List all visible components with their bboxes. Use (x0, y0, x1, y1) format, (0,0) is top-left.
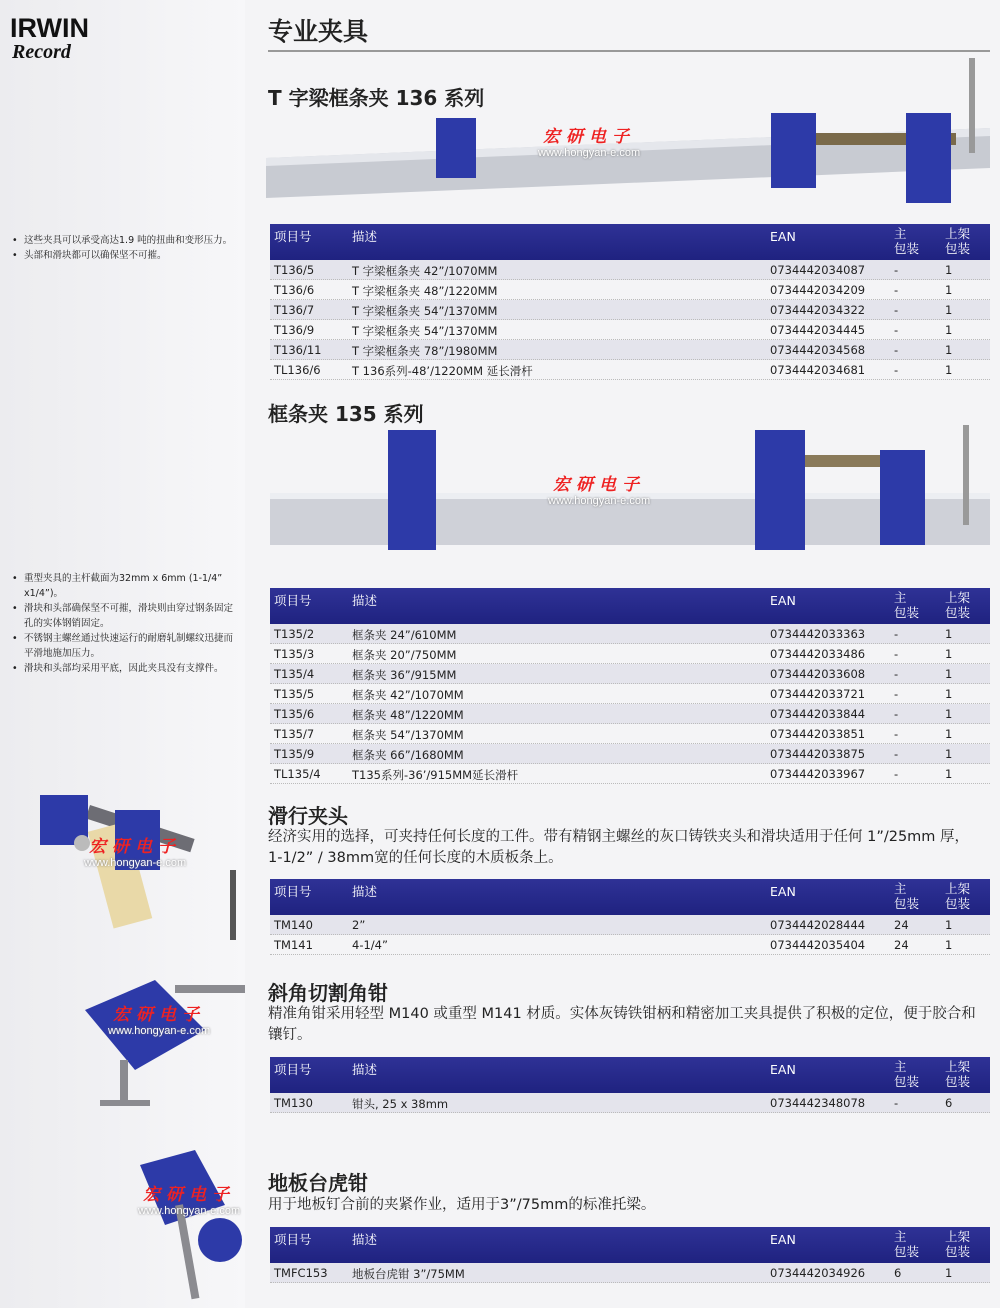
table-row (270, 764, 990, 784)
product-table (270, 224, 990, 380)
side-note: • 滑块和头部均采用平底，因此夹具没有支撑件。 (10, 661, 235, 676)
column-header: 项目号 (274, 593, 312, 608)
table-cell: 1 (945, 343, 953, 357)
table-cell: - (894, 1096, 899, 1110)
table-cell: 0734442028444 (770, 918, 866, 932)
watermark: 宏研电子 www.hongyan-e.com (108, 1005, 211, 1037)
table-cell: - (894, 323, 899, 337)
product-table (270, 1057, 990, 1113)
table-body (270, 1263, 990, 1283)
table-cell: 0734442034926 (770, 1266, 866, 1280)
column-header: 上架 (945, 1229, 971, 1244)
column-header: 包装 (894, 241, 920, 256)
table-cell: 0734442033608 (770, 667, 866, 681)
table-cell: 0734442034322 (770, 303, 866, 317)
table-cell: T 字梁框条夹 42”/1070MM (352, 264, 498, 278)
table-cell: 1 (945, 707, 953, 721)
table-cell: T135/5 (274, 687, 315, 701)
irwin-record-logo (10, 14, 89, 62)
column-header: 包装 (945, 1244, 971, 1259)
table-cell: 钳头, 25 x 38mm (352, 1097, 449, 1111)
table-cell: 框条夹 20”/750MM (352, 648, 457, 662)
column-header: 描述 (352, 229, 378, 244)
table-cell: 0734442034445 (770, 323, 866, 337)
column-header: 包装 (894, 605, 920, 620)
table-cell: 6 (945, 1096, 953, 1110)
table-row (270, 280, 990, 300)
table-header (270, 588, 990, 624)
brand-name: IRWIN (10, 13, 89, 43)
table-cell: 1 (945, 667, 953, 681)
table-cell: 1 (945, 303, 953, 317)
table-cell: 1 (945, 647, 953, 661)
table-cell: - (894, 647, 899, 661)
column-header: 包装 (945, 896, 971, 911)
column-header: 描述 (352, 1062, 378, 1077)
section-description: 用于地板钉合前的夹紧作业，适用于3”/75mm的标准托梁。 (268, 1197, 656, 1213)
table-cell: 1 (945, 283, 953, 297)
table-cell: TL136/6 (274, 363, 321, 377)
column-header: 包装 (945, 1074, 971, 1089)
table-cell: T 字梁框条夹 54”/1370MM (352, 324, 498, 338)
table-row (270, 915, 990, 935)
table-cell: 0734442033875 (770, 747, 866, 761)
column-header: 包装 (945, 241, 971, 256)
table-cell: T135/3 (274, 647, 315, 661)
column-header: 上架 (945, 590, 971, 605)
section-title: 框条夹 135 系列 (268, 402, 424, 426)
column-header: 描述 (352, 1232, 378, 1247)
table-cell: 0734442033363 (770, 627, 866, 641)
table-header (270, 1227, 990, 1263)
table-row (270, 300, 990, 320)
section-title: 地板台虎钳 (268, 1171, 368, 1195)
watermark: 宏研电子 www.hongyan-e.com (84, 837, 187, 869)
table-row (270, 744, 990, 764)
section-title: T 字梁框条夹 136 系列 (268, 86, 485, 110)
page-title: 专业夹具 (268, 17, 369, 46)
table-cell: TMFC153 (274, 1266, 328, 1280)
table-header (270, 224, 990, 260)
table-cell: 地板台虎钳 3”/75MM (352, 1267, 465, 1281)
column-header: EAN (770, 1232, 796, 1247)
column-header: 包装 (945, 605, 971, 620)
table-cell: T135/4 (274, 667, 315, 681)
table-cell: - (894, 747, 899, 761)
table-cell: T 136系列-48’/1220MM 延长滑杆 (352, 364, 533, 378)
table-cell: 1 (945, 727, 953, 741)
column-header: 项目号 (274, 229, 312, 244)
sidebar (0, 0, 245, 1308)
table-cell: - (894, 263, 899, 277)
table-cell: 0734442348078 (770, 1096, 866, 1110)
corner-clamp-photo (75, 970, 245, 1110)
table-cell: 4-1/4” (352, 938, 388, 952)
column-header: 上架 (945, 226, 971, 241)
table-cell: 1 (945, 687, 953, 701)
table-row (270, 644, 990, 664)
table-cell: 1 (945, 767, 953, 781)
table-cell: T 字梁框条夹 48”/1220MM (352, 284, 498, 298)
table-cell: T136/11 (274, 343, 322, 357)
table-cell: 2” (352, 918, 366, 932)
section-description: 经济实用的选择，可夹持任何长度的工件。带有精钢主螺丝的灰口铸铁夹头和滑块适用于任何 1”/25mm 厚，1-1/2” / 38mm宽的任何长度的木质板条上。 (268, 829, 970, 866)
table-row (270, 260, 990, 280)
column-header: EAN (770, 884, 796, 899)
table-cell: 24 (894, 918, 909, 932)
product-table (270, 1227, 990, 1283)
table-cell: 1 (945, 263, 953, 277)
table-cell: - (894, 687, 899, 701)
table-header (270, 879, 990, 915)
table-cell: 0734442034568 (770, 343, 866, 357)
table-cell: - (894, 303, 899, 317)
title-divider (268, 50, 990, 52)
column-header: 主 (894, 881, 907, 896)
table-row (270, 684, 990, 704)
table-cell: - (894, 627, 899, 641)
table-cell: 1 (945, 938, 953, 952)
side-note: • 这些夹具可以承受高达1.9 吨的扭曲和变形压力。 (10, 233, 235, 248)
table-row (270, 360, 990, 380)
table-cell: TM140 (274, 918, 313, 932)
column-header: 包装 (894, 1074, 920, 1089)
column-header: 项目号 (274, 1062, 312, 1077)
table-cell: T136/5 (274, 263, 315, 277)
table-row (270, 704, 990, 724)
table-cell: 框条夹 24”/610MM (352, 628, 457, 642)
table-cell: 24 (894, 938, 909, 952)
table-cell: 1 (945, 323, 953, 337)
table-cell: - (894, 283, 899, 297)
table-row (270, 320, 990, 340)
table-cell: T136/9 (274, 323, 315, 337)
table-row (270, 1093, 990, 1113)
table-body (270, 624, 990, 784)
table-header (270, 1057, 990, 1093)
table-cell: 框条夹 66”/1680MM (352, 748, 464, 762)
table-cell: 0734442034087 (770, 263, 866, 277)
product-table (270, 588, 990, 784)
table-cell: 1 (945, 918, 953, 932)
column-header: 描述 (352, 593, 378, 608)
brand-sub: Record (12, 41, 71, 63)
table-cell: 1 (945, 363, 953, 377)
table-row (270, 935, 990, 955)
product-table (270, 879, 990, 955)
column-header: 主 (894, 590, 907, 605)
column-header: 包装 (894, 896, 920, 911)
column-header: EAN (770, 593, 796, 608)
column-header: 上架 (945, 881, 971, 896)
table-cell: T135/2 (274, 627, 315, 641)
column-header: 项目号 (274, 1232, 312, 1247)
table-cell: 0734442033851 (770, 727, 866, 741)
table-row (270, 724, 990, 744)
table-cell: TL135/4 (274, 767, 321, 781)
table-body (270, 915, 990, 955)
watermark: 宏研电子 www.hongyan-e.com (548, 475, 651, 507)
table-cell: 0734442033967 (770, 767, 866, 781)
table-row (270, 624, 990, 644)
table-cell: 0734442034681 (770, 363, 866, 377)
table-cell: T135系列-36’/915MM延长滑杆 (352, 768, 519, 782)
column-header: 包装 (894, 1244, 920, 1259)
section-title: 斜角切割角钳 (268, 981, 388, 1005)
table-cell: T135/9 (274, 747, 315, 761)
side-note: • 不锈钢主螺丝通过快速运行的耐磨轧制螺纹迅捷而平滑地施加压力。 (10, 631, 235, 661)
table-cell: 1 (945, 747, 953, 761)
section-title: 滑行夹头 (268, 804, 348, 828)
table-cell: 1 (945, 1266, 953, 1280)
table-cell: 框条夹 48”/1220MM (352, 708, 464, 722)
table-cell: 0734442033486 (770, 647, 866, 661)
column-header: 主 (894, 226, 907, 241)
column-header: EAN (770, 1062, 796, 1077)
column-header: 上架 (945, 1059, 971, 1074)
section-description: 精准角钳采用轻型 M140 或重型 M141 材质。实体灰铸铁钳柄和精密加工夹具提供了积极的定位，便于胶合和镶钉。 (268, 1006, 976, 1043)
side-note: • 滑块和头部确保坚不可摧，滑块则由穿过钢条固定孔的实体钢销固定。 (10, 601, 235, 631)
table-cell: TM130 (274, 1096, 313, 1110)
table-cell: 1 (945, 627, 953, 641)
table-cell: T 字梁框条夹 78”/1980MM (352, 344, 498, 358)
table-cell: T 字梁框条夹 54”/1370MM (352, 304, 498, 318)
table-body (270, 260, 990, 380)
watermark: 宏研电子 www.hongyan-e.com (138, 1185, 241, 1217)
side-notes-135 (10, 571, 235, 676)
column-header: 主 (894, 1229, 907, 1244)
table-cell: T135/6 (274, 707, 315, 721)
table-row (270, 1263, 990, 1283)
table-cell: T135/7 (274, 727, 315, 741)
table-cell: 0734442033844 (770, 707, 866, 721)
table-row (270, 664, 990, 684)
table-row (270, 340, 990, 360)
table-cell: 0734442033721 (770, 687, 866, 701)
table-cell: - (894, 667, 899, 681)
column-header: EAN (770, 229, 796, 244)
table-cell: 0734442035404 (770, 938, 866, 952)
column-header: 描述 (352, 884, 378, 899)
table-cell: 框条夹 54”/1370MM (352, 728, 464, 742)
side-note: • 头部和滑块都可以确保坚不可摧。 (10, 248, 235, 263)
table-cell: TM141 (274, 938, 313, 952)
table-cell: 框条夹 36”/915MM (352, 668, 457, 682)
table-cell: T136/7 (274, 303, 315, 317)
table-cell: - (894, 707, 899, 721)
table-cell: 框条夹 42”/1070MM (352, 688, 464, 702)
side-notes-136 (10, 233, 235, 263)
table-cell: - (894, 343, 899, 357)
table-cell: - (894, 363, 899, 377)
floor-clamp-photo (125, 1145, 245, 1305)
side-note: • 重型夹具的主杆截面为32mm x 6mm (1-1/4” x1/4”)。 (10, 571, 235, 601)
column-header: 项目号 (274, 884, 312, 899)
table-cell: - (894, 727, 899, 741)
table-cell: T136/6 (274, 283, 315, 297)
table-body (270, 1093, 990, 1113)
table-cell: 6 (894, 1266, 902, 1280)
table-cell: - (894, 767, 899, 781)
column-header: 主 (894, 1059, 907, 1074)
table-cell: 0734442034209 (770, 283, 866, 297)
watermark: 宏研电子 www.hongyan-e.com (538, 127, 641, 159)
